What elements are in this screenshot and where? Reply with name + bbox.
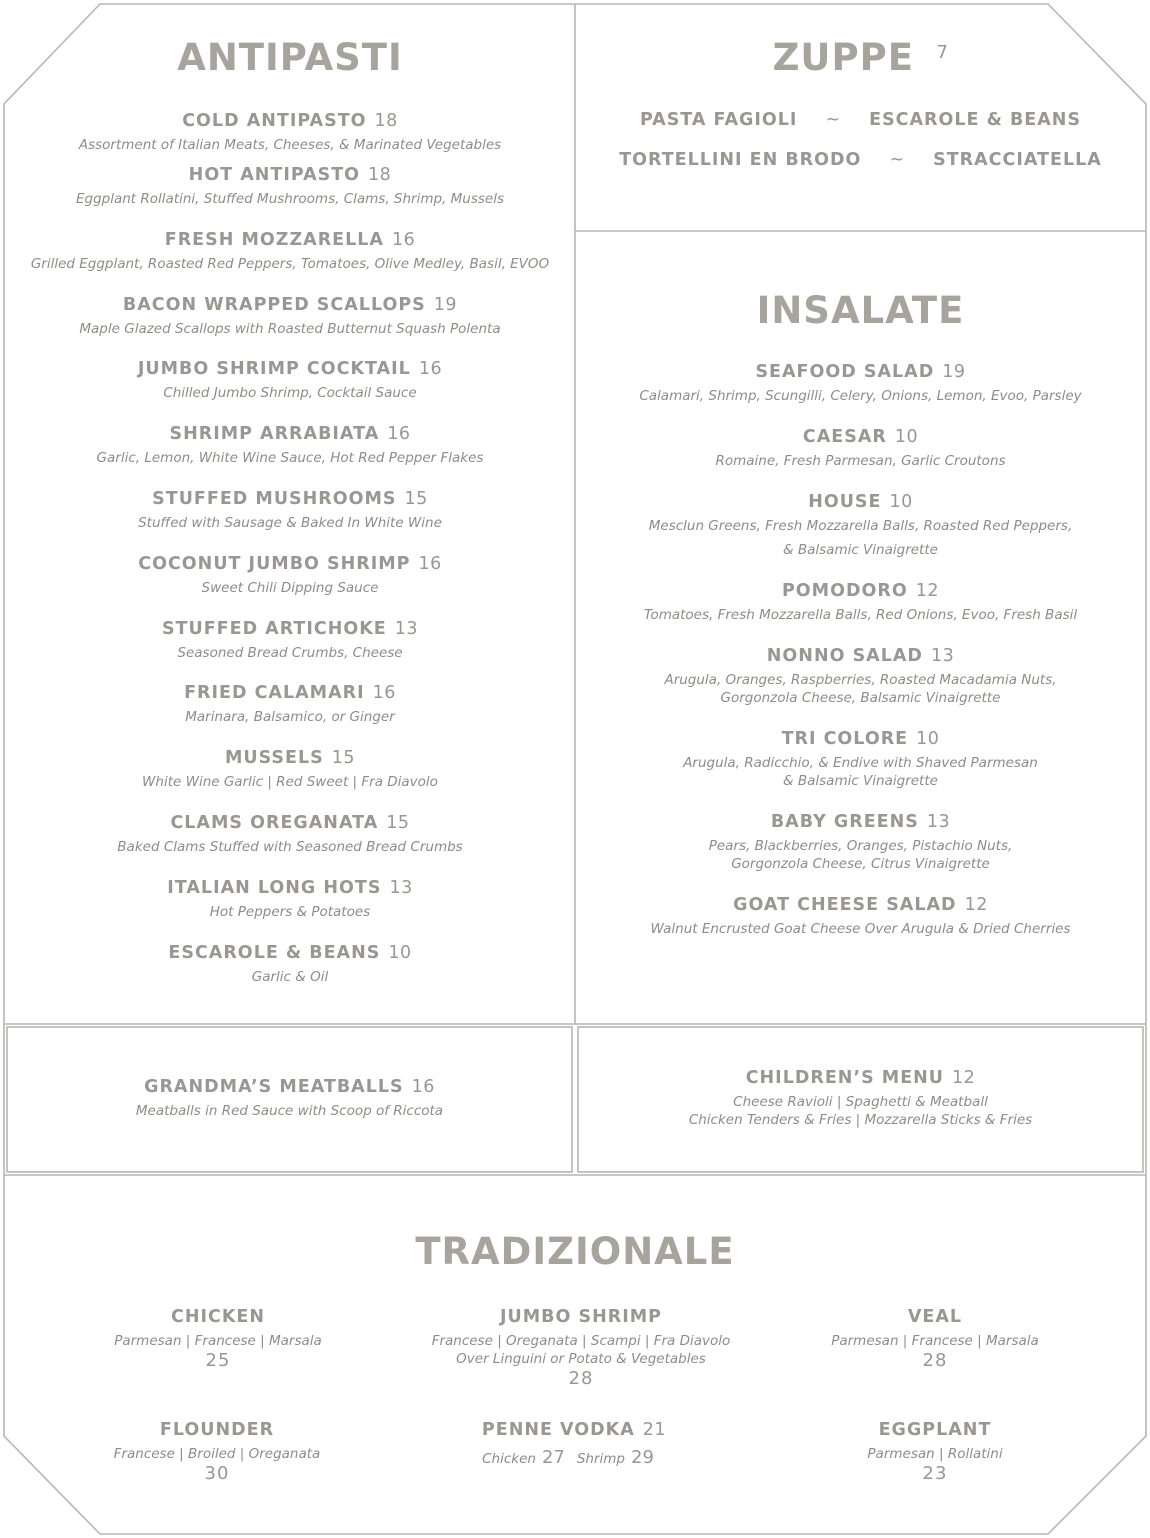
insalate-item-caesar: [575, 426, 1146, 470]
item-description: Chilled Jumbo Shrimp, Cocktail Sauce: [163, 385, 417, 401]
item-name: GOAT CHEESE SALAD: [733, 895, 957, 915]
item-description-line-2: Over Linguini or Potato & Vegetables: [456, 1351, 706, 1367]
item-description: Assortment of Italian Meats, Cheeses, & Marinated Vegetables: [78, 137, 502, 153]
item-description: Parmesan | Francese | Marsala: [114, 1333, 322, 1349]
item-price: 16: [387, 424, 411, 444]
antipasti-item-italian-long-hots: [5, 877, 575, 921]
item-price: 16: [418, 359, 443, 379]
item-price: 12: [964, 895, 988, 915]
item-description-line-1: Romaine, Fresh Parmesan, Garlic Croutons: [715, 453, 1006, 469]
penne-option-shrimp: Shrimp: [576, 1451, 625, 1467]
zuppe-row-2: [575, 149, 1146, 171]
item-name: STUFFED ARTICHOKE: [161, 619, 387, 639]
insalate-item-baby-greens: [575, 811, 1146, 873]
penne-options: [404, 1449, 744, 1468]
insalate-item-goat-cheese-salad: [575, 894, 1146, 938]
item-description: Meatballs in Red Sauce with Scoop of Riccota: [135, 1103, 444, 1119]
item-name: GRANDMA’S MEATBALLS: [144, 1077, 404, 1097]
item-price: 12: [915, 581, 940, 601]
antipasti-item-coconut-jumbo-shrimp: [5, 553, 575, 597]
item-description: Garlic & Oil: [251, 969, 329, 985]
antipasti-item-shrimp-arrabiata: [5, 423, 575, 467]
item-name: CAESAR: [802, 427, 887, 447]
item-description-line-2: Gorgonzola Cheese, Citrus Vinaigrette: [731, 856, 990, 872]
antipasti-item-stuffed-mushrooms: [5, 488, 575, 532]
item-description-line-2: & Balsamic Vinaigrette: [783, 542, 938, 558]
item-description-line-1: Calamari, Shrimp, Scungilli, Celery, Onions, Lemon, Evoo, Parsley: [639, 388, 1082, 404]
item-description-line-2: Gorgonzola Cheese, Balsamic Vinaigrette: [720, 690, 1001, 706]
item-description-line-2: & Balsamic Vinaigrette: [783, 773, 938, 789]
item-description: Parmesan | Francese | Marsala: [831, 1333, 1039, 1349]
zuppe-heading: [575, 36, 1146, 79]
entree-penne-vodka: [404, 1419, 744, 1468]
item-name: COLD ANTIPASTO: [182, 111, 367, 131]
item-name: NONNO SALAD: [766, 646, 923, 666]
item-name: POMODORO: [781, 581, 908, 601]
antipasti-item-cold-antipasto: [5, 110, 575, 154]
item-description-line-1: Arugula, Oranges, Raspberries, Roasted Macadamia Nuts,: [664, 672, 1057, 688]
childrens-menu-item: [578, 1067, 1143, 1129]
item-price: 12: [952, 1068, 976, 1088]
item-name: MUSSELS: [224, 748, 324, 768]
entree-chicken: [78, 1306, 358, 1372]
tradizionale-section: [4, 1175, 1146, 1534]
insalate-section: [575, 231, 1146, 1024]
entree-flounder: [77, 1419, 357, 1485]
item-price: 30: [204, 1463, 230, 1484]
item-price: 10: [916, 729, 940, 749]
item-name: FRIED CALAMARI: [184, 683, 365, 703]
item-name: CHICKEN: [170, 1307, 265, 1327]
item-price: 16: [372, 683, 396, 703]
item-name: BACON WRAPPED SCALLOPS: [122, 295, 426, 315]
soup-separator: ~: [825, 110, 842, 130]
item-name: CHILDREN’S MENU: [745, 1068, 945, 1088]
zuppe-row-1: [575, 109, 1146, 131]
item-description: Maple Glazed Scallops with Roasted Butternut Squash Polenta: [79, 321, 501, 337]
item-price: 15: [404, 489, 428, 509]
insalate-item-house: [575, 491, 1146, 559]
item-price: 28: [922, 1350, 948, 1371]
item-description: Grilled Eggplant, Roasted Red Peppers, Tomatoes, Olive Medley, Basil, EVOO: [30, 256, 550, 272]
item-description: Marinara, Balsamico, or Ginger: [185, 709, 395, 725]
antipasti-item-hot-antipasto: [5, 164, 575, 208]
zuppe-section: [575, 0, 1146, 231]
zuppe-title: ZUPPE: [772, 36, 914, 79]
item-price: 23: [922, 1463, 948, 1484]
item-name: PENNE VODKA: [481, 1420, 635, 1440]
zuppe-price: 7: [936, 42, 949, 63]
item-name: FRESH MOZZARELLA: [164, 230, 384, 250]
item-name: COCONUT JUMBO SHRIMP: [138, 554, 411, 574]
antipasti-item-jumbo-shrimp-cocktail: [5, 358, 575, 402]
item-price: 13: [930, 646, 955, 666]
item-description: Stuffed with Sausage & Baked In White Wine: [138, 515, 442, 531]
item-price: 10: [894, 427, 919, 447]
meatballs-box: [7, 1027, 572, 1172]
soup-tortellini-en-brodo: TORTELLINI EN BRODO: [619, 150, 862, 170]
penne-option-shrimp-price: 29: [631, 1447, 654, 1468]
antipasti-item-escarole-beans: [5, 942, 575, 986]
item-name: EGGPLANT: [878, 1420, 992, 1440]
soup-stracciatella: STRACCIATELLA: [933, 150, 1102, 170]
item-name: SEAFOOD SALAD: [755, 362, 935, 382]
item-description-line-1: Mesclun Greens, Fresh Mozzarella Balls, Roasted Red Peppers,: [648, 518, 1073, 534]
item-description-line-1: Pears, Blackberries, Oranges, Pistachio Nuts,: [708, 838, 1013, 854]
item-price: 16: [411, 1077, 435, 1097]
entree-veal: [795, 1306, 1075, 1372]
item-description-line-1: Francese | Oreganata | Scampi | Fra Diavolo: [431, 1333, 731, 1349]
tradizionale-title: TRADIZIONALE: [415, 1230, 735, 1273]
item-name: STUFFED MUSHROOMS: [152, 489, 397, 509]
childrens-options-line-2: Chicken Tenders & Fries | Mozzarella Sticks & Fries: [688, 1112, 1033, 1128]
item-price: 13: [926, 812, 951, 832]
item-price: 16: [391, 230, 416, 250]
item-price: 15: [386, 813, 410, 833]
item-name: CLAMS OREGANATA: [170, 813, 379, 833]
item-name: FLOUNDER: [159, 1420, 275, 1440]
antipasti-title: ANTIPASTI: [177, 36, 403, 79]
item-name: VEAL: [907, 1307, 963, 1327]
antipasti-section: [5, 0, 575, 1024]
item-description-line-1: Walnut Encrusted Goat Cheese Over Arugula & Dried Cherries: [650, 921, 1071, 937]
item-price: 10: [388, 943, 412, 963]
item-name: TRI COLORE: [781, 729, 909, 749]
item-name: BABY GREENS: [770, 812, 919, 832]
item-name: JUMBO SHRIMP: [500, 1307, 662, 1327]
item-description: Francese | Broiled | Oreganata: [113, 1446, 321, 1462]
item-price: 25: [205, 1350, 231, 1371]
antipasti-item-clams-oreganata: [5, 812, 575, 856]
item-description: White Wine Garlic | Red Sweet | Fra Diavolo: [142, 774, 438, 790]
item-name: HOT ANTIPASTO: [188, 165, 361, 185]
item-description: Eggplant Rollatini, Stuffed Mushrooms, Clams, Shrimp, Mussels: [75, 191, 504, 207]
antipasti-item-fried-calamari: [5, 682, 575, 726]
item-price: 13: [394, 619, 419, 639]
insalate-item-tri-colore: [575, 728, 1146, 790]
item-price: 13: [389, 878, 413, 898]
item-price: 19: [942, 362, 966, 382]
insalate-title: INSALATE: [756, 289, 965, 332]
item-price: 19: [433, 295, 458, 315]
item-description: Sweet Chili Dipping Sauce: [201, 580, 379, 596]
antipasti-item-stuffed-artichoke: [5, 618, 575, 662]
soup-escarole-beans: ESCAROLE & BEANS: [869, 110, 1082, 130]
insalate-item-nonno-salad: [575, 645, 1146, 707]
antipasti-item-fresh-mozzarella: [5, 229, 575, 273]
entree-eggplant: [795, 1419, 1075, 1485]
item-description: Baked Clams Stuffed with Seasoned Bread Crumbs: [117, 839, 463, 855]
item-price: 10: [889, 492, 913, 512]
item-price: 18: [374, 111, 398, 131]
entree-jumbo-shrimp: [381, 1306, 781, 1390]
antipasti-item-mussels: [5, 747, 575, 791]
item-description-line-1: Arugula, Radicchio, & Endive with Shaved Parmesan: [683, 755, 1038, 771]
item-description: Garlic, Lemon, White Wine Sauce, Hot Red Pepper Flakes: [96, 450, 484, 466]
item-name: JUMBO SHRIMP COCKTAIL: [137, 359, 411, 379]
item-price: 16: [418, 554, 442, 574]
item-name: HOUSE: [808, 492, 882, 512]
item-name: SHRIMP ARRABIATA: [169, 424, 380, 444]
insalate-item-seafood-salad: [575, 361, 1146, 405]
item-description: Seasoned Bread Crumbs, Cheese: [177, 645, 403, 661]
item-description-line-1: Tomatoes, Fresh Mozzarella Balls, Red Onions, Evoo, Fresh Basil: [643, 607, 1078, 623]
item-price: 15: [331, 748, 356, 768]
soup-separator: ~: [889, 150, 906, 170]
penne-option-chicken: Chicken: [482, 1451, 536, 1467]
antipasti-item-bacon-wrapped-scallops: [5, 294, 575, 338]
childrens-options-line-1: Cheese Ravioli | Spaghetti & Meatball: [733, 1094, 988, 1110]
item-description: Parmesan | Rollatini: [867, 1446, 1003, 1462]
item-name: ESCAROLE & BEANS: [168, 943, 381, 963]
item-name: ITALIAN LONG HOTS: [167, 878, 382, 898]
meatballs-item: [7, 1076, 572, 1120]
insalate-item-pomodoro: [575, 580, 1146, 624]
item-description: Hot Peppers & Potatoes: [209, 904, 371, 920]
item-price: 18: [368, 165, 392, 185]
soup-pasta-fagioli: PASTA FAGIOLI: [639, 110, 798, 130]
childrens-menu-box: [578, 1027, 1143, 1172]
item-price: 28: [568, 1368, 594, 1389]
penne-option-chicken-price: 27: [541, 1447, 565, 1468]
item-price: 21: [642, 1420, 667, 1440]
